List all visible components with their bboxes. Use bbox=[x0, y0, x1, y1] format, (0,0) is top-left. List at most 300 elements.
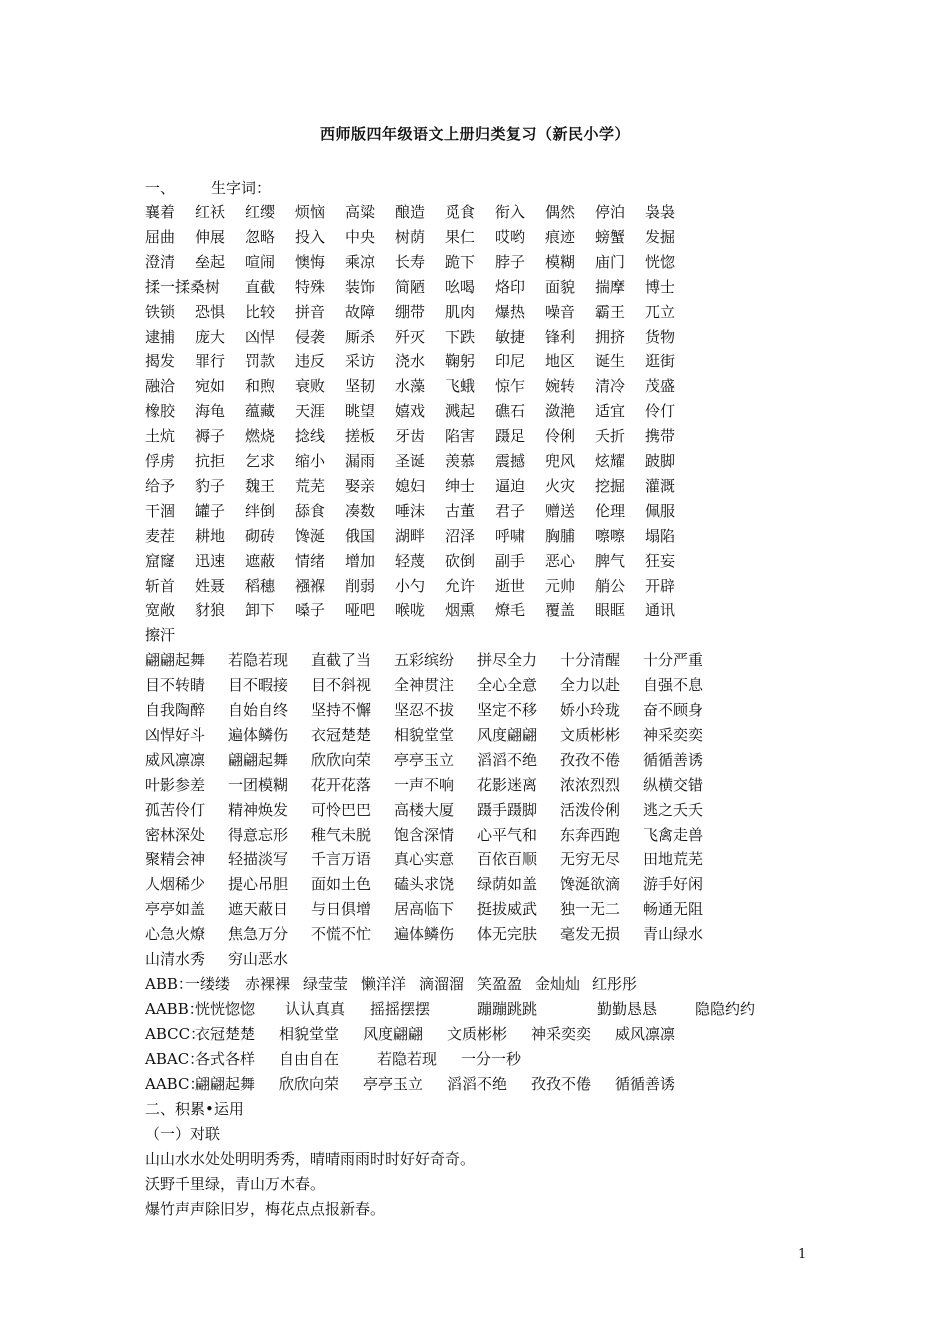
vocab-word: 豺狼 bbox=[195, 601, 226, 620]
vocab-word: 潋滟 bbox=[545, 402, 576, 421]
pattern-word: 滴溜溜 bbox=[419, 974, 465, 993]
vocab-word: 脖子 bbox=[495, 252, 526, 271]
vocab-word: 土炕 bbox=[145, 427, 176, 446]
vocab-word: 投入 bbox=[295, 227, 326, 246]
idiom: 凶悍好斗 bbox=[145, 725, 206, 744]
vocab-word: 舔食 bbox=[295, 501, 326, 520]
vocab-word: 懊悔 bbox=[295, 252, 326, 271]
vocab-word: 恐惧 bbox=[195, 302, 226, 321]
vocab-word: 塌陷 bbox=[645, 526, 676, 545]
vocab-word: 长寿 bbox=[395, 252, 426, 271]
idiom: 奋不顾身 bbox=[643, 701, 704, 719]
vocab-word: 红袄 bbox=[195, 203, 226, 221]
pattern-word: 相貌堂堂 bbox=[279, 1024, 340, 1043]
idiom: 十分严重 bbox=[643, 651, 704, 670]
vocab-word: 凶悍 bbox=[245, 327, 276, 346]
vocab-word: 衰败 bbox=[295, 377, 326, 396]
vocab-word: 宛如 bbox=[195, 377, 226, 396]
idiom: 绿荫如盖 bbox=[477, 875, 538, 894]
vocab-word: 拼音 bbox=[295, 302, 326, 321]
idiom: 坚忍不拔 bbox=[394, 701, 455, 719]
idiom: 叶影参差 bbox=[145, 775, 206, 794]
pattern-word: 勤勤恳恳 bbox=[597, 999, 658, 1018]
vocab-word: 沼泽 bbox=[445, 526, 476, 545]
vocab-word: 水藻 bbox=[395, 377, 426, 396]
idiom: 穷山恶水 bbox=[228, 950, 289, 968]
vocab-word: 哑吧 bbox=[345, 601, 376, 620]
section-label: 生字词： bbox=[211, 179, 272, 197]
idiom: 欣欣向荣 bbox=[311, 750, 372, 769]
pattern-label: AABB： bbox=[145, 999, 204, 1018]
vocab-word: 恍惚 bbox=[645, 252, 676, 271]
idiom: 轻描淡写 bbox=[228, 850, 289, 869]
idiom: 提心吊胆 bbox=[228, 875, 289, 894]
vocab-word: 红缨 bbox=[245, 203, 276, 221]
page-number: 1 bbox=[798, 1247, 807, 1262]
idiom: 孤苦伶仃 bbox=[145, 800, 206, 819]
vocab-word: 伶俐 bbox=[545, 427, 576, 446]
idiom: 文质彬彬 bbox=[560, 725, 621, 744]
idiom: 高楼大厦 bbox=[394, 800, 455, 819]
vocab-word: 豹子 bbox=[195, 476, 226, 495]
vocab-word: 媳妇 bbox=[395, 476, 426, 495]
vocab-word: 高粱 bbox=[345, 203, 376, 221]
vocab-word: 歼灭 bbox=[395, 327, 426, 346]
vocab-word: 馋涎 bbox=[295, 526, 326, 545]
vocab-word: 觅食 bbox=[445, 203, 476, 221]
vocab-word: 覆盖 bbox=[545, 601, 576, 620]
idiom: 花影迷离 bbox=[477, 775, 538, 794]
vocab-word: 削弱 bbox=[345, 576, 376, 595]
idiom: 居高临下 bbox=[394, 900, 455, 919]
vocab-word: 麦茬 bbox=[145, 526, 176, 545]
vocab-word: 烟熏 bbox=[445, 601, 476, 620]
vocab-word: 罪行 bbox=[195, 352, 226, 371]
vocab-word: 兜风 bbox=[545, 452, 576, 470]
vocab-word: 灌溉 bbox=[645, 476, 676, 495]
vocab-word: 绊倒 bbox=[245, 501, 276, 520]
idiom: 自强不息 bbox=[643, 676, 704, 695]
vocab-word: 伸展 bbox=[195, 227, 226, 246]
idiom: 滔滔不绝 bbox=[477, 750, 538, 769]
vocab-word: 海龟 bbox=[195, 402, 226, 421]
vocab-word: 特殊 bbox=[295, 277, 326, 296]
vocab-word: 乞求 bbox=[245, 452, 276, 470]
vocab-word: 溅起 bbox=[445, 402, 476, 421]
idiom: 目不转睛 bbox=[145, 676, 206, 695]
idiom: 一团模糊 bbox=[228, 775, 289, 794]
vocab-word: 中央 bbox=[345, 227, 376, 246]
pattern-label: AABC： bbox=[145, 1074, 205, 1093]
vocab-word: 斩首 bbox=[145, 576, 176, 595]
couplet-line: 沃野千里绿，青山万木春。 bbox=[145, 1175, 326, 1193]
vocab-word: 缩小 bbox=[295, 452, 326, 470]
pattern-label: ABCC： bbox=[145, 1024, 206, 1043]
vocab-word: 嚓嚓 bbox=[595, 526, 626, 545]
idiom: 真心实意 bbox=[394, 850, 455, 869]
vocab-word: 擦汗 bbox=[145, 626, 176, 645]
vocab-word: 侵袭 bbox=[295, 327, 326, 346]
vocab-word: 兀立 bbox=[645, 302, 676, 321]
idiom: 一声不响 bbox=[394, 775, 455, 794]
vocab-word: 砍倒 bbox=[445, 551, 476, 570]
idiom: 聚精会神 bbox=[145, 850, 206, 869]
vocab-word: 抗拒 bbox=[195, 452, 226, 470]
vocab-word: 模糊 bbox=[545, 252, 576, 271]
vocab-word: 呼啸 bbox=[495, 526, 526, 545]
vocab-word: 噪音 bbox=[545, 302, 576, 321]
idiom: 遍体鳞伤 bbox=[228, 725, 289, 744]
pattern-word: 一分一秒 bbox=[461, 1049, 522, 1068]
couplet-line: 爆竹声声除旧岁，梅花点点报新春。 bbox=[145, 1200, 386, 1218]
vocab-word: 铁锁 bbox=[145, 302, 176, 321]
pattern-word: 绿莹莹 bbox=[303, 974, 349, 993]
idiom: 衣冠楚楚 bbox=[311, 725, 372, 744]
vocab-word: 挖掘 bbox=[595, 476, 626, 495]
vocab-word: 唾沫 bbox=[395, 501, 426, 520]
pattern-word: 赤裸裸 bbox=[245, 974, 291, 993]
vocab-word: 蕴藏 bbox=[245, 402, 276, 421]
vocab-word: 燃烧 bbox=[245, 427, 276, 446]
vocab-word: 罚款 bbox=[245, 352, 276, 371]
idiom: 十分清醒 bbox=[560, 651, 621, 670]
vocab-word: 厮杀 bbox=[345, 327, 376, 346]
vocab-word: 飞蛾 bbox=[445, 377, 476, 396]
idiom: 东奔西跑 bbox=[560, 825, 621, 844]
idiom: 千言万语 bbox=[311, 850, 372, 869]
vocab-word: 俄国 bbox=[345, 526, 376, 545]
vocab-word: 惊乍 bbox=[495, 377, 526, 396]
vocab-word: 眺望 bbox=[345, 402, 376, 421]
vocab-word: 忽略 bbox=[245, 227, 276, 246]
section-heading-vocabulary bbox=[145, 177, 272, 198]
vocab-word: 简陋 bbox=[395, 277, 426, 296]
vocab-word: 故障 bbox=[345, 302, 376, 321]
vocab-word: 艄公 bbox=[595, 576, 626, 595]
vocab-word: 拥挤 bbox=[595, 327, 626, 346]
pattern-word: 翩翩起舞 bbox=[195, 1074, 256, 1093]
couplet-line: 山山水水处处明明秀秀，晴晴雨雨时时好好奇奇。 bbox=[145, 1150, 476, 1168]
vocab-word: 跪下 bbox=[445, 252, 476, 271]
idiom: 花开花落 bbox=[311, 775, 372, 794]
vocab-word: 违反 bbox=[295, 352, 326, 371]
pattern-word: 各式各样 bbox=[195, 1049, 256, 1068]
vocab-word: 燎毛 bbox=[495, 601, 526, 620]
pattern-word: 若隐若现 bbox=[377, 1049, 438, 1068]
idiom: 独一无二 bbox=[560, 900, 621, 919]
pattern-word: 循循善诱 bbox=[615, 1074, 676, 1093]
vocab-word: 遮蔽 bbox=[245, 551, 276, 570]
pattern-word: 神采奕奕 bbox=[531, 1024, 592, 1043]
vocab-word: 逝世 bbox=[495, 576, 526, 595]
vocab-word: 诞生 bbox=[595, 352, 626, 371]
idiom: 翩翩起舞 bbox=[228, 750, 289, 769]
vocab-word: 炫耀 bbox=[595, 452, 626, 470]
idiom: 磕头求饶 bbox=[394, 875, 455, 894]
pattern-word: 认认真真 bbox=[285, 999, 346, 1018]
idiom: 蹑手蹑脚 bbox=[477, 800, 538, 819]
vocab-word: 逮捕 bbox=[145, 327, 176, 346]
vocab-word: 宽敞 bbox=[145, 601, 176, 620]
vocab-word: 脾气 bbox=[595, 551, 626, 570]
vocab-word: 携带 bbox=[645, 427, 676, 446]
vocab-word: 跛脚 bbox=[645, 452, 676, 470]
idiom: 五彩缤纷 bbox=[394, 651, 455, 670]
idiom: 畅通无阻 bbox=[643, 900, 704, 919]
idiom: 密林深处 bbox=[145, 825, 206, 844]
vocab-word: 稻穗 bbox=[245, 576, 276, 595]
idiom: 坚定不移 bbox=[477, 701, 538, 719]
idiom: 自始自终 bbox=[228, 701, 289, 719]
idiom: 神采奕奕 bbox=[643, 725, 704, 744]
vocab-word: 敏捷 bbox=[495, 327, 526, 346]
vocab-word: 停泊 bbox=[595, 203, 626, 221]
vocab-word: 允许 bbox=[445, 576, 476, 595]
vocab-word: 屈曲 bbox=[145, 227, 176, 246]
vocab-word: 蹑足 bbox=[495, 427, 526, 446]
idiom: 青山绿水 bbox=[643, 925, 704, 944]
pattern-word: 滔滔不绝 bbox=[447, 1074, 508, 1093]
vocab-word: 垒起 bbox=[195, 252, 226, 271]
idiom: 与日俱增 bbox=[311, 900, 372, 919]
pattern-word: 蹦蹦跳跳 bbox=[477, 999, 538, 1018]
idiom: 稚气未脱 bbox=[311, 825, 372, 844]
vocab-word: 眼眶 bbox=[595, 601, 626, 620]
vocab-word: 树荫 bbox=[395, 227, 426, 246]
pattern-word: 欣欣向荣 bbox=[279, 1074, 340, 1093]
vocab-word: 庞大 bbox=[195, 327, 226, 346]
vocab-word: 下跌 bbox=[445, 327, 476, 346]
vocab-word: 搓板 bbox=[345, 427, 376, 446]
vocab-word: 漏雨 bbox=[345, 452, 376, 470]
idiom: 全力以赴 bbox=[560, 676, 621, 695]
vocab-word: 揭发 bbox=[145, 352, 176, 371]
vocab-word: 伦理 bbox=[595, 501, 626, 520]
vocab-word: 逛街 bbox=[645, 352, 676, 371]
vocab-word: 螃蟹 bbox=[595, 227, 626, 246]
vocab-word: 褥子 bbox=[195, 427, 226, 446]
idiom: 不慌不忙 bbox=[311, 925, 372, 944]
vocab-word: 天涯 bbox=[295, 402, 326, 421]
vocab-word: 嬉戏 bbox=[395, 402, 426, 421]
idiom: 若隐若现 bbox=[228, 651, 289, 670]
vocab-word: 羡慕 bbox=[445, 452, 476, 470]
idiom: 遮天蔽日 bbox=[228, 900, 289, 919]
vocab-word: 卸下 bbox=[245, 601, 276, 620]
vocab-word: 姓聂 bbox=[195, 576, 226, 595]
pattern-word: 懒洋洋 bbox=[361, 974, 407, 993]
idiom: 焦急万分 bbox=[228, 925, 289, 944]
idiom: 遍体鳞伤 bbox=[394, 925, 455, 944]
vocab-word: 君子 bbox=[495, 501, 526, 520]
vocab-word: 印尼 bbox=[495, 352, 526, 371]
vocab-word: 乘凉 bbox=[345, 252, 376, 271]
vocab-word: 干涸 bbox=[145, 501, 176, 520]
pattern-word: 恍恍惚惚 bbox=[195, 999, 256, 1018]
vocab-word: 通讯 bbox=[645, 601, 676, 620]
section-heading-accumulation: 二、积累•运用 bbox=[145, 1100, 244, 1118]
pattern-word: 摇摇摆摆 bbox=[370, 999, 431, 1018]
vocab-word: 澄清 bbox=[145, 252, 176, 271]
idiom: 纵横交错 bbox=[643, 775, 704, 794]
vocab-word: 湖畔 bbox=[395, 526, 426, 545]
vocab-word: 捻线 bbox=[295, 427, 326, 446]
vocab-word: 揣摩 bbox=[595, 277, 626, 296]
vocab-word: 礁石 bbox=[495, 402, 526, 421]
vocab-word: 橡胶 bbox=[145, 402, 176, 421]
pattern-word: 一缕缕 bbox=[185, 974, 231, 993]
vocab-word: 凑数 bbox=[345, 501, 376, 520]
vocab-word: 痕迹 bbox=[545, 227, 576, 246]
vocab-word: 情绪 bbox=[295, 551, 326, 570]
idiom: 循循善诱 bbox=[643, 750, 704, 769]
vocab-word: 比较 bbox=[245, 302, 276, 321]
idiom: 目不斜视 bbox=[311, 676, 372, 695]
vocab-word: 偶然 bbox=[545, 203, 576, 221]
idiom: 田地荒芜 bbox=[643, 850, 704, 869]
vocab-word: 佩服 bbox=[645, 501, 676, 520]
idiom: 挺拔威武 bbox=[477, 900, 538, 919]
vocab-word: 娶亲 bbox=[345, 476, 376, 495]
vocab-word: 融洽 bbox=[145, 377, 176, 396]
idiom: 坚持不懈 bbox=[311, 701, 372, 719]
vocab-word: 博士 bbox=[645, 277, 676, 296]
vocab-word: 伶仃 bbox=[645, 402, 676, 421]
vocab-word: 吆喝 bbox=[445, 277, 476, 296]
vocab-word: 襁褓 bbox=[295, 576, 326, 595]
pattern-word: 文质彬彬 bbox=[447, 1024, 508, 1043]
vocab-word: 窟窿 bbox=[145, 551, 176, 570]
vocab-word: 荒芜 bbox=[295, 476, 326, 495]
pattern-word: 金灿灿 bbox=[535, 974, 581, 993]
vocab-word: 适宜 bbox=[595, 402, 626, 421]
idiom: 心急火燎 bbox=[145, 925, 206, 944]
pattern-word: 衣冠楚楚 bbox=[195, 1024, 256, 1043]
vocab-word: 酿造 bbox=[395, 203, 426, 221]
vocab-word: 肌肉 bbox=[445, 302, 476, 321]
vocab-word: 绅士 bbox=[445, 476, 476, 495]
vocab-word: 襄着 bbox=[145, 203, 176, 221]
vocab-word: 砌砖 bbox=[245, 526, 276, 545]
vocab-word: 副手 bbox=[495, 551, 526, 570]
vocab-word: 袅袅 bbox=[645, 203, 676, 221]
vocab-word: 锋利 bbox=[545, 327, 576, 346]
idiom: 目不暇接 bbox=[228, 676, 289, 695]
idiom: 浓浓烈烈 bbox=[560, 775, 621, 794]
vocab-word: 逼迫 bbox=[495, 476, 526, 495]
idiom: 翩翩起舞 bbox=[145, 651, 206, 670]
idiom: 娇小玲珑 bbox=[560, 701, 621, 719]
idiom: 得意忘形 bbox=[228, 825, 289, 844]
idiom: 饱含深情 bbox=[394, 825, 455, 844]
idiom: 活泼伶俐 bbox=[560, 800, 621, 819]
vocab-word: 胸脯 bbox=[545, 526, 576, 545]
vocab-word: 陷害 bbox=[445, 427, 476, 446]
vocab-word: 面貌 bbox=[545, 277, 576, 296]
section-number: 一、 bbox=[145, 179, 176, 197]
idiom: 相貌堂堂 bbox=[394, 725, 455, 744]
vocab-word: 揉一揉桑树 bbox=[145, 277, 221, 296]
vocab-word: 俘虏 bbox=[145, 452, 176, 470]
vocab-word: 霸王 bbox=[595, 302, 626, 321]
idiom: 孜孜不倦 bbox=[560, 750, 621, 769]
vocab-word: 装饰 bbox=[345, 277, 376, 296]
idiom: 无穷无尽 bbox=[560, 850, 621, 869]
vocab-word: 哎哟 bbox=[495, 227, 526, 246]
vocab-word: 恶心 bbox=[545, 551, 576, 570]
pattern-word: 亭亭玉立 bbox=[363, 1074, 424, 1093]
idiom: 精神焕发 bbox=[228, 800, 289, 819]
vocab-word: 火灾 bbox=[545, 476, 576, 495]
idiom: 人烟稀少 bbox=[145, 875, 206, 894]
vocab-word: 婉转 bbox=[545, 377, 576, 396]
idiom: 毫发无损 bbox=[560, 925, 621, 944]
vocab-word: 小勺 bbox=[395, 576, 426, 595]
vocab-word: 嗓子 bbox=[295, 601, 326, 620]
idiom: 全神贯注 bbox=[394, 676, 455, 695]
vocab-word: 发掘 bbox=[645, 227, 676, 246]
pattern-label: ABAC： bbox=[145, 1049, 205, 1068]
vocab-word: 货物 bbox=[645, 327, 676, 346]
idiom: 直截了当 bbox=[311, 651, 372, 670]
vocab-word: 古董 bbox=[445, 501, 476, 520]
vocab-word: 增加 bbox=[345, 551, 376, 570]
pattern-word: 威风凛凛 bbox=[615, 1024, 676, 1043]
vocab-word: 牙齿 bbox=[395, 427, 426, 446]
vocab-word: 爆热 bbox=[495, 302, 526, 321]
vocab-word: 喉咙 bbox=[395, 601, 426, 620]
vocab-word: 烙印 bbox=[495, 277, 526, 296]
idiom: 风度翩翩 bbox=[477, 725, 538, 744]
idiom: 拼尽全力 bbox=[477, 651, 538, 670]
vocab-word: 罐子 bbox=[195, 501, 226, 520]
idiom: 亭亭玉立 bbox=[394, 750, 455, 769]
vocab-word: 地区 bbox=[545, 352, 576, 371]
idiom: 体无完肤 bbox=[477, 925, 538, 944]
pattern-label: ABB： bbox=[145, 974, 193, 993]
vocab-word: 鞠躬 bbox=[445, 352, 476, 371]
idiom: 全心全意 bbox=[477, 676, 538, 695]
vocab-word: 烦恼 bbox=[295, 203, 326, 221]
vocab-word: 元帅 bbox=[545, 576, 576, 595]
idiom: 馋涎欲滴 bbox=[560, 875, 621, 894]
vocab-word: 耕地 bbox=[195, 526, 226, 545]
idiom: 飞禽走兽 bbox=[643, 825, 704, 844]
pattern-word: 自由自在 bbox=[279, 1049, 340, 1068]
couplet-subheading: （一）对联 bbox=[145, 1125, 221, 1143]
vocab-word: 绷带 bbox=[395, 302, 426, 321]
vocab-word: 和煦 bbox=[245, 377, 276, 396]
pattern-word: 红彤彤 bbox=[592, 974, 638, 993]
vocab-word: 庙门 bbox=[595, 252, 626, 271]
idiom: 面如土色 bbox=[311, 875, 372, 894]
idiom: 自我陶醉 bbox=[145, 701, 206, 719]
vocab-word: 喧闹 bbox=[245, 252, 276, 271]
vocab-word: 轻蔑 bbox=[395, 551, 426, 570]
vocab-word: 浇水 bbox=[395, 352, 426, 371]
vocab-word: 震撼 bbox=[495, 452, 526, 470]
vocab-word: 茂盛 bbox=[645, 377, 676, 396]
vocab-word: 采访 bbox=[345, 352, 376, 371]
document-title: 西师版四年级语文上册归类复习（新民小学） bbox=[319, 125, 630, 143]
idiom: 山清水秀 bbox=[145, 950, 206, 968]
idiom: 威风凛凛 bbox=[145, 750, 206, 769]
idiom: 逃之夭夭 bbox=[643, 800, 704, 819]
pattern-word: 孜孜不倦 bbox=[531, 1074, 592, 1093]
idiom: 游手好闲 bbox=[643, 875, 704, 894]
vocab-word: 圣诞 bbox=[395, 452, 426, 470]
vocab-word: 夭折 bbox=[595, 427, 626, 446]
